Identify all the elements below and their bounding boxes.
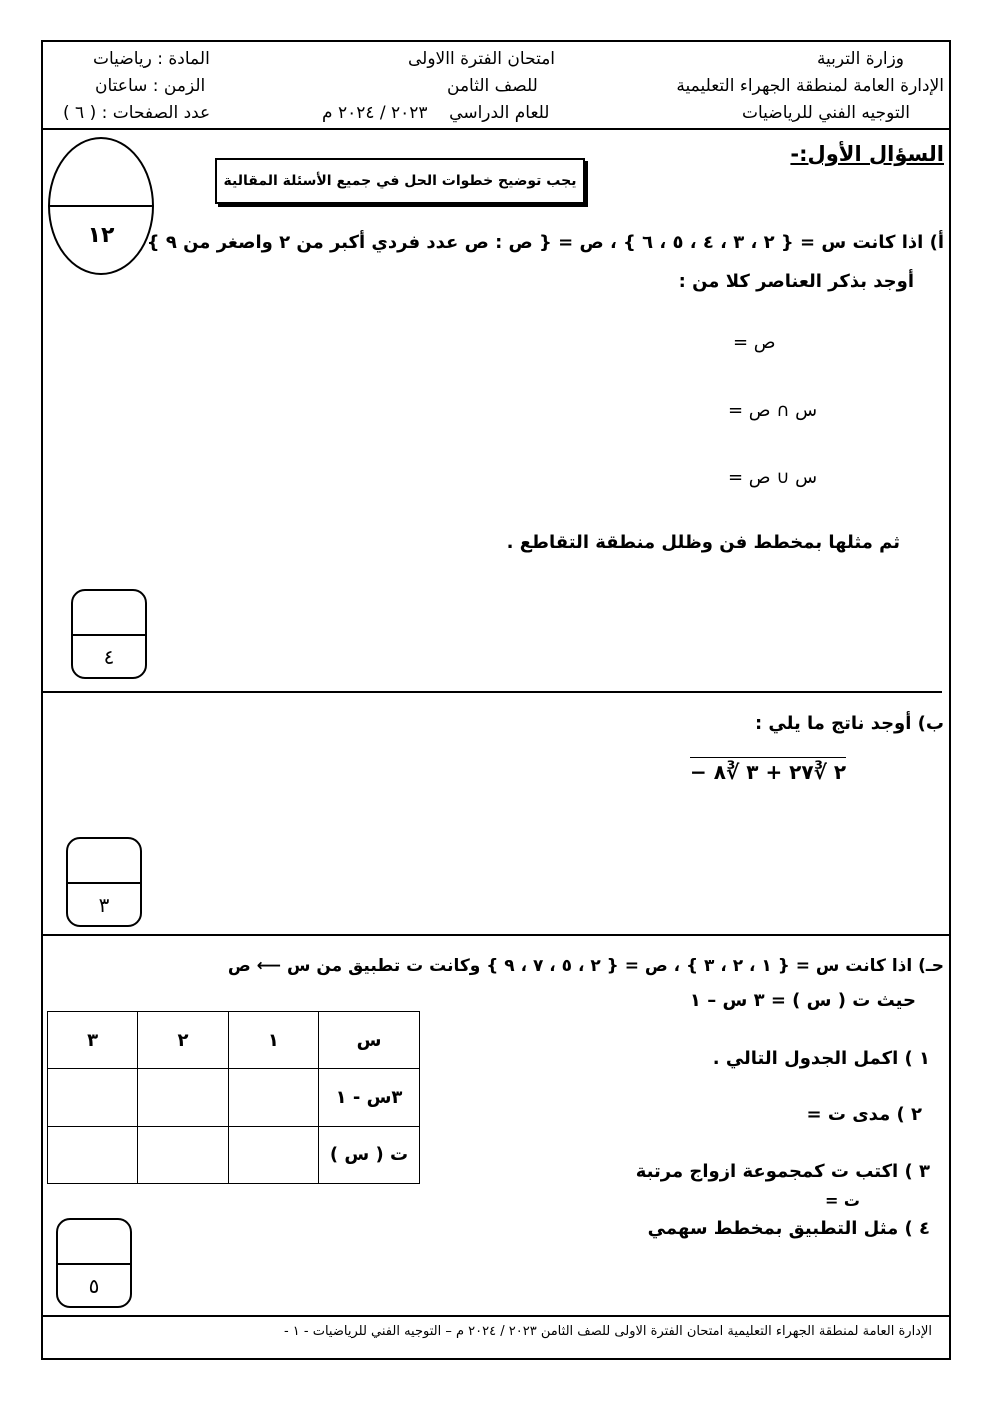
oval-divider — [50, 205, 152, 207]
total-mark-value: ١٢ — [87, 223, 115, 248]
answer-line-union: س ∪ ص = — [728, 467, 818, 488]
part-c-mark-box — [56, 1218, 132, 1308]
part-c-where: حيث ت ( س ) = ٣ س – ١ — [689, 990, 916, 1011]
section-divider-a — [41, 691, 942, 693]
part-b-mark-box — [66, 837, 142, 927]
part-b-statement: ب) أوجد ناتج ما يلي : — [754, 713, 944, 734]
table-cell-empty[interactable] — [138, 1069, 228, 1126]
ministry-label: وزارة التربية — [816, 49, 904, 69]
footer-divider — [41, 1315, 951, 1317]
exam-title: امتحان الفترة االاولى — [408, 49, 556, 69]
table-row — [48, 1069, 420, 1126]
supervision-label: التوجيه الفني للرياضيات — [741, 103, 910, 123]
part-c-item-3: ٣ ) اكتب ت كمجموعة ازواج مرتبة — [635, 1161, 930, 1182]
table-cell-empty[interactable] — [48, 1126, 138, 1183]
table-cell: ٢ — [138, 1012, 228, 1069]
section-divider-b — [41, 934, 951, 936]
part-c-item-2: ٢ ) مدى ت = — [806, 1104, 922, 1125]
part-c-item-1: ١ ) اكمل الجدول التالي . — [712, 1048, 930, 1069]
table-cell: ٣ — [48, 1012, 138, 1069]
part-a-mark-box — [71, 589, 147, 679]
mark-box-divider — [73, 634, 145, 636]
part-a-find: أوجد بذكر العناصر كلا من : — [678, 271, 914, 292]
part-a-mark: ٤ — [103, 645, 115, 669]
total-mark-oval — [48, 137, 154, 275]
part-c-statement: حـ) اذا كانت س = { ١ ، ٢ ، ٣ } ، ص = { ٢ ، ٥ ، ٧ ، ٩ } وكانت ت تطبيق من س ⟵ ص — [227, 956, 944, 976]
mapping-table — [47, 1011, 420, 1184]
year-label: للعام الدراسي — [449, 103, 550, 123]
pages-label: عدد الصفحات : ( ٦ ) — [63, 103, 211, 123]
table-cell-empty[interactable] — [48, 1069, 138, 1126]
table-row-header: ت ( س ) — [319, 1126, 420, 1183]
year-line — [322, 103, 549, 123]
part-b-mark: ٣ — [98, 893, 110, 917]
table-cell: ١ — [228, 1012, 318, 1069]
table-row-header: ٣س - ١ — [319, 1069, 420, 1126]
answer-line-y: ص = — [733, 332, 776, 353]
table-cell-empty[interactable] — [228, 1126, 318, 1183]
part-c-item-4: ٤ ) مثل التطبيق بمخطط سهمي — [647, 1218, 930, 1239]
directorate-label: الإدارة العامة لمنطقة الجهراء التعليمية — [676, 76, 944, 96]
table-row — [48, 1012, 420, 1069]
table-cell-empty[interactable] — [138, 1126, 228, 1183]
header-divider — [41, 128, 951, 130]
part-b-expression: ٢ ∛٢٧ + ٣ ∛٨ − — [690, 757, 846, 784]
part-a-venn-instruction: ثم مثلها بمخطط فن وظلل منطقة التقاطع . — [506, 532, 900, 553]
question-title: السؤال الأول:- — [790, 142, 944, 166]
footer-text: الإدارة العامة لمنطقة الجهراء التعليمية امتحان الفترة الاولى للصف الثامن ٢٠٢٣ / ٢٠٢٤ م – التوجيه الفني للرياضيات - ١ - — [283, 1324, 932, 1339]
part-a-statement: أ) اذا كانت س = { ٢ ، ٣ ، ٤ ، ٥ ، ٦ } ، ص = { ص : ص عدد فردي أكبر من ٢ واصغر من ٩ } — [146, 232, 944, 253]
time-label: الزمن : ساعتان — [95, 76, 206, 96]
part-c-item-3-line: ت = — [824, 1191, 860, 1210]
part-c-mark: ٥ — [88, 1274, 100, 1298]
grade-label: للصف الثامن — [447, 76, 538, 96]
table-row — [48, 1126, 420, 1183]
instruction-box — [215, 158, 585, 204]
table-row-header: س — [319, 1012, 420, 1069]
mark-box-divider — [58, 1263, 130, 1265]
instruction-text: يجب توضيح خطوات الحل في جميع الأسئلة المقالية — [223, 173, 577, 189]
table-cell-empty[interactable] — [228, 1069, 318, 1126]
subject-label: المادة : رياضيات — [93, 49, 210, 69]
answer-line-intersection: س ∩ ص = — [728, 400, 818, 421]
year-value: ٢٠٢٣ / ٢٠٢٤ م — [322, 103, 428, 123]
mark-box-divider — [68, 882, 140, 884]
